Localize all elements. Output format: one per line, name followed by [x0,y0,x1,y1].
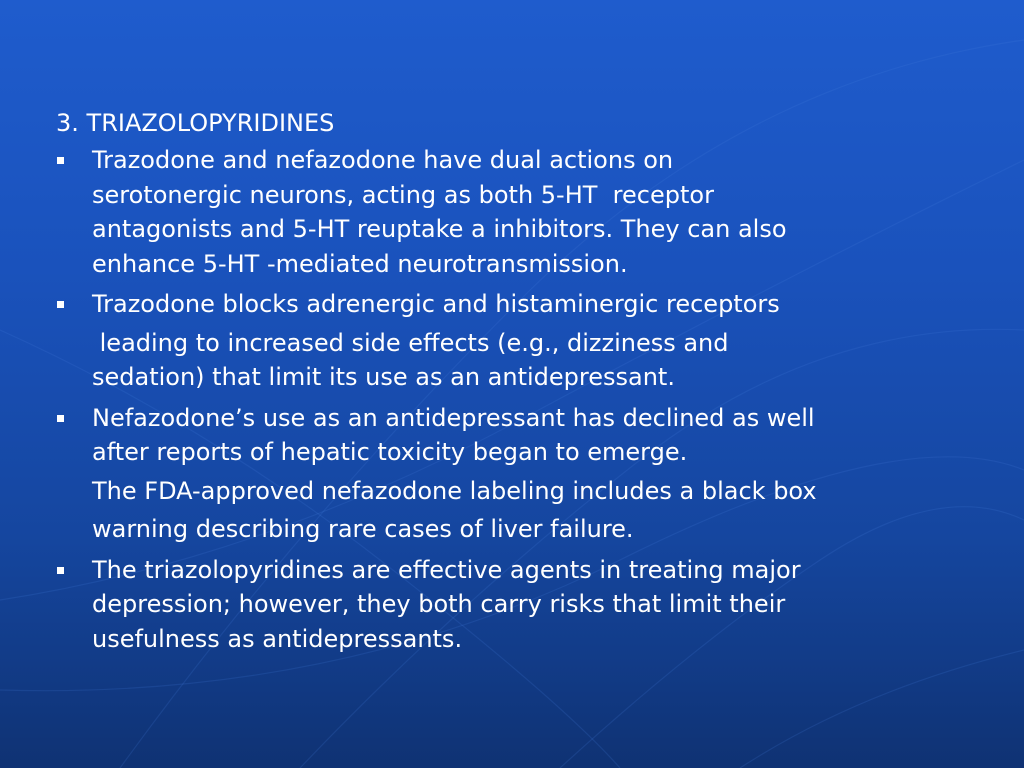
bullet-item [56,553,986,657]
bullet-item [56,401,986,470]
text-line: warning describing rare cases of liver failure. [92,515,634,543]
square-bullet-icon [57,301,64,308]
bullet-continuation [56,326,986,395]
square-bullet-icon [57,415,64,422]
bullet-continuation [56,474,986,509]
text-line: Trazodone blocks adrenergic and histaminergic receptors [92,290,780,318]
bullet-list [56,143,986,656]
bullet-item [56,143,986,281]
text-line: The FDA-approved nefazodone labeling includes a black box [92,476,817,505]
bullet-item [56,287,986,322]
text-line: depression; however, they both carry risks that limit their [92,590,786,618]
text-line: after reports of hepatic toxicity began to emerge. [92,438,688,466]
text-line: usefulness as antidepressants. [92,624,463,653]
text-line: enhance 5-HT -mediated neurotransmission. [92,249,628,278]
text-line: The triazolopyridines are effective agents in treating major [92,555,801,584]
square-bullet-icon [57,567,64,574]
text-line: antagonists and 5-HT reuptake a inhibitors. They can also [92,215,787,243]
bullet-continuation [56,512,986,547]
text-line: Nefazodone’s use as an antidepressant has declined as well [92,403,815,432]
text-line: Trazodone and nefazodone have dual actions on [92,146,674,174]
slide-body [56,106,986,662]
text-line: serotonergic neurons, acting as both 5-HT receptor [92,180,714,209]
text-line: sedation) that limit its use as an antidepressant. [92,363,675,391]
text-line: leading to increased side effects (e.g., dizziness and [92,328,729,357]
square-bullet-icon [57,157,64,164]
slide-heading: 3. TRIAZOLOPYRIDINES [56,109,335,137]
